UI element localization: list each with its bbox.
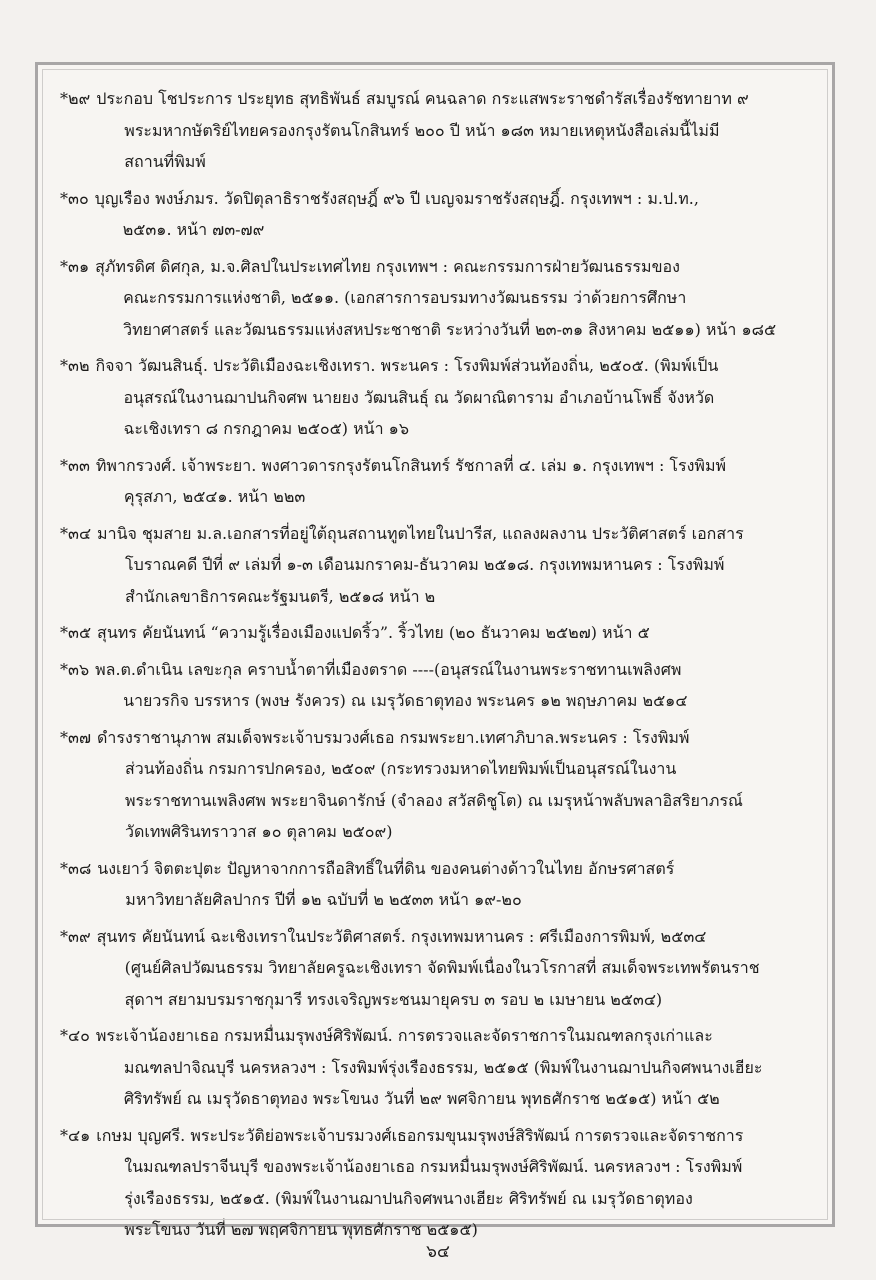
reference-line: ๒๕๓๑. หน้า ๗๓-๗๙ — [122, 220, 265, 239]
reference-entry — [60, 921, 818, 1016]
reference-line: คุรุสภา, ๒๕๔๑. หน้า ๒๒๓ — [123, 487, 306, 506]
reference-line: พล.ต.ดำเนิน เลขะกุล คราบน้ำตาที่เมืองตราด ----(อนุสรณ์ในงานพระราชทานเพลิงศพ — [95, 659, 682, 679]
reference-line: นายวรกิจ บรรหาร (พงษ รังควร) ณ เมรุวัดธาตุทอง พระนคร ๑๒ พฤษภาคม ๒๕๑๔ — [123, 691, 688, 710]
reference-number: *๓๖ — [60, 659, 90, 679]
reference-entry — [60, 183, 818, 246]
reference-line: วัดเทพศิรินทราวาส ๑๐ ตุลาคม ๒๕๐๙) — [124, 822, 393, 841]
reference-entry — [60, 853, 818, 916]
reference-text — [96, 1120, 818, 1246]
reference-line: มหาวิทยาลัยศิลปากร ปีที่ ๑๒ ฉบับที่ ๒ ๒๕๓๓ หน้า ๑๙-๒๐ — [125, 890, 522, 909]
reference-entry — [60, 450, 818, 513]
reference-text — [97, 617, 818, 649]
reference-line: ดำรงราชานุภาพ สมเด็จพระเจ้าบรมวงศ์เธอ กรมพระยา.เทศาภิบาล.พระนคร : โรงพิมพ์ — [96, 727, 690, 747]
reference-entry — [60, 350, 818, 445]
reference-line: อนุสรณ์ในงานฌาปนกิจศพ นายยง วัฒนสินธุ์ ณ วัดผาณิตาราม อำเภอบ้านโพธิ์ จังหวัด — [123, 387, 715, 407]
reference-line: บุญเรือง พงษ์ภมร. วัดปิตุลาธิราชรังสฤษฎิ์ ๙๖ ปี เบญจมราชรังสฤษฎิ์. กรุงเทพฯ : ม.ป.ท., — [94, 188, 699, 208]
reference-number: *๓๑ — [60, 256, 90, 276]
reference-number: *๒๙ — [60, 89, 91, 108]
reference-text — [97, 722, 818, 848]
reference-line: ประกอบ โชประการ ประยุทธ สุทธิพันธ์ สมบูรณ์ คนฉลาด กระแสพระราชดำรัสเรื่องรัชทายาท ๙ — [96, 89, 749, 108]
reference-text — [95, 350, 818, 445]
reference-line: ทิพากรวงศ์. เจ้าพระยา. พงศาวดารกรุงรัตนโกสินทร์ รัชกาลที่ ๔. เล่ม ๑. กรุงเทพฯ : โรงพิมพ์ — [95, 455, 727, 475]
reference-text — [97, 518, 818, 613]
reference-line: กิจจา วัฒนสินธุ์. ประวัติเมืองฉะเชิงเทรา. พระนคร : โรงพิมพ์ส่วนท้องถิ่น, ๒๕๐๕. (พิมพ์เป็น — [95, 356, 719, 375]
reference-line: สำนักเลขาธิการคณะรัฐมนตรี, ๒๕๑๘ หน้า ๒ — [125, 586, 436, 606]
reference-line: ในมณฑลปราจีนบุรี ของพระเจ้าน้องยาเธอ กรมหมื่นมรุพงษ์ศิริพัฒน์. นครหลวงฯ : โรงพิมพ์ — [124, 1157, 743, 1176]
reference-line: วิทยาศาสตร์ และวัฒนธรรมแห่งสหประชาชาติ ระหว่างวันที่ ๒๓-๓๑ สิงหาคม ๒๕๑๑) หน้า ๑๘๕ — [123, 319, 777, 339]
reference-line: รุ่งเรืองธรรม, ๒๕๑๕. (พิมพ์ในงานฌาปนกิจศพนางเฮียะ ศิริทรัพย์ ณ เมรุวัดธาตุทอง — [124, 1188, 693, 1208]
reference-entry — [60, 251, 818, 346]
reference-text — [96, 450, 818, 513]
reference-number: *๓๓ — [60, 455, 90, 475]
reference-line: โบราณคดี ปีที่ ๙ เล่มที่ ๑-๓ เดือนมกราคม-ธันวาคม ๒๕๑๘. กรุงเทพมหานคร : โรงพิมพ์ — [125, 555, 725, 574]
reference-line: ฉะเชิงเทรา ๘ กรกฎาคม ๒๕๐๕) หน้า ๑๖ — [123, 419, 409, 438]
reference-list — [60, 83, 818, 1251]
reference-text — [96, 83, 818, 178]
reference-line: สุดาฯ สยามบรมราชกุมารี ทรงเจริญพระชนมายุครบ ๓ รอบ ๒ เมษายน ๒๕๓๔) — [124, 989, 663, 1009]
reference-number: *๓๕ — [60, 623, 92, 642]
reference-line: พระมหากษัตริย์ไทยครองกรุงรัตนโกสินทร์ ๒๐๐ ปี หน้า ๑๘๓ หมายเหตุหนังสือเล่มนี้ไม่มี — [124, 120, 720, 140]
reference-text — [97, 921, 818, 1016]
page-frame — [35, 62, 835, 1239]
reference-number: *๓๙ — [60, 926, 91, 946]
reference-line: สุนทร คัยนันทน์ “ความรู้เรื่องเมืองแปดริ้ว”. ริ้วไทย (๒๐ ธันวาคม ๒๕๒๗) หน้า ๕ — [97, 623, 650, 642]
reference-line: มานิจ ชุมสาย ม.ล.เอกสารที่อยู่ใต้ถุนสถานทูตไทยในปารีส, แถลงผลงาน ประวัติศาสตร์ เอกสาร — [97, 523, 744, 543]
reference-text — [96, 1020, 818, 1115]
reference-entry — [60, 1020, 818, 1115]
reference-line: พระราชทานเพลิงศพ พระยาจินดารักษ์ (จำลอง สวัสดิชูโต) ณ เมรุหน้าพลับพลาอิสริยาภรณ์ — [124, 790, 743, 810]
reference-entry — [60, 654, 818, 717]
reference-line: ศิริทรัพย์ ณ เมรุวัดธาตุทอง พระโขนง วันที่ ๒๙ พศจิกายน พุทธศักราช ๒๕๑๕) หน้า ๕๒ — [123, 1089, 720, 1108]
reference-number: *๔๐ — [60, 1026, 90, 1045]
reference-text — [95, 251, 818, 346]
reference-entry — [60, 518, 818, 613]
reference-number: *๓๔ — [60, 523, 92, 543]
reference-line: สุภัทรดิศ ดิศกุล, ม.จ.ศิลปในประเทศไทย กรุงเทพฯ : คณะกรรมการฝ่ายวัฒนธรรมของ — [95, 256, 680, 276]
reference-line: สถานที่พิมพ์ — [124, 152, 206, 171]
reference-line: มณฑลปาจิณบุรี นครหลวงฯ : โรงพิมพ์รุ่งเรืองธรรม, ๒๕๑๕ (พิมพ์ในงานฌาปนกิจศพนางเฮียะ — [123, 1057, 763, 1077]
reference-line: พระเจ้าน้องยาเธอ กรมหมื่นมรุพงษ์ศิริพัฒน์. การตรวจและจัดราชการในมณฑลกรุงเก่าและ — [95, 1026, 713, 1045]
reference-number: *๓๗ — [60, 727, 91, 747]
reference-entry — [60, 83, 818, 178]
page-number: ๖๔ — [426, 1242, 450, 1262]
reference-number: *๓๐ — [60, 188, 89, 208]
reference-line: เกษม บุญศรี. พระประวัติย่อพระเจ้าบรมวงศ์เธอกรมขุนมรุพงษ์สิริพัฒน์ การตรวจและจัดราชการ — [96, 1125, 744, 1145]
reference-entry — [60, 617, 818, 649]
reference-line: สุนทร คัยนันทน์ ฉะเชิงเทราในประวัติศาสตร์. กรุงเทพมหานคร : ศรีเมืองการพิมพ์, ๒๕๓๔ — [96, 926, 707, 946]
reference-text — [97, 853, 818, 916]
reference-number: *๓๘ — [60, 858, 92, 878]
reference-number: *๔๑ — [60, 1125, 91, 1145]
reference-text — [95, 183, 818, 246]
reference-line: ส่วนท้องถิ่น กรมการปกครอง, ๒๕๐๙ (กระทรวงมหาดไทยพิมพ์เป็นอนุสรณ์ในงาน — [124, 759, 677, 778]
reference-line: พระโขนง วันที่ ๒๗ พฤศจิกายน พุทธศักราช ๒๕๑๕) — [124, 1220, 478, 1239]
reference-entry — [60, 722, 818, 848]
reference-text — [95, 654, 818, 717]
reference-line: (ศูนย์ศิลปวัฒนธรรม วิทยาลัยครูฉะเชิงเทรา จัดพิมพ์เนื่องในวโรกาสที่ สมเด็จพระเทพรัตนราช — [124, 958, 760, 977]
reference-line: นงเยาว์ จิตตะปุตะ ปัญหาจากการถือสิทธิ์ในที่ดิน ของคนต่างด้าวในไทย อักษรศาสตร์ — [97, 858, 675, 878]
reference-number: *๓๒ — [60, 356, 90, 375]
reference-entry — [60, 1120, 818, 1246]
reference-line: คณะกรรมการแห่งชาติ, ๒๕๑๑. (เอกสารการอบรมทางวัฒนธรรม ว่าด้วยการศึกษา — [123, 288, 687, 307]
